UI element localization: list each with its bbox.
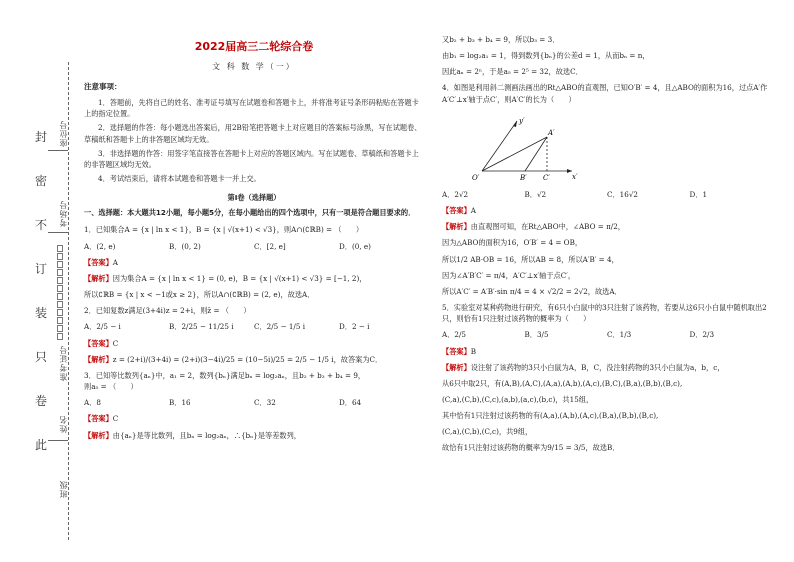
exam-title: 2022届高三二轮综合卷 [194, 40, 314, 53]
explanation-text: z = (2+i)/(3+4i) = (2+i)(3−4i)/25 = (10−5i)/25 = 2/5 − 1/5 i，故答案为C． [112, 354, 383, 364]
q3-continuation-3: 因此aₙ = 2ⁿ，于是a₅ = 2⁵ = 32，故选C． [442, 67, 583, 77]
question-3-explanation [84, 430, 424, 441]
answer-value: A [112, 257, 118, 267]
question-4-stem: 4．如图是利用斜二测画法画出的Rt△ABO的直观图，已知O′B′ = 4，且△ABO的面积为16，过点A′作A′C′⊥x′轴于点C′，则A′C′的长为（ ） [442, 83, 768, 104]
explanation-label: 【解析】 [84, 430, 113, 440]
question-5-stem: 5．实验室对某种药物进行研究，有6只小白鼠中的3只注射了该药物，若要从这6只小白鼠中随机取出2只，则恰有1只注射过该药物的概率为（ ） [442, 303, 767, 324]
question-5-explanation-6: 故恰有1只注射过该药物的概率为9/15 = 3/5，故选B． [442, 443, 620, 453]
option: D．2/3 [689, 330, 715, 340]
option: B．(0, 2) [169, 241, 201, 251]
question-4-options [442, 189, 772, 200]
answer-value: A [470, 206, 476, 216]
seal-char: 装 [35, 306, 48, 320]
option: B．3/5 [524, 330, 549, 340]
seal-char: 密 [35, 174, 48, 188]
explanation-label: 【解析】 [442, 222, 471, 232]
underline [48, 232, 68, 233]
answer-value: C [112, 414, 119, 424]
seal-char: 订 [35, 262, 48, 276]
question-3-options [84, 397, 424, 408]
question-5-options [442, 329, 772, 340]
explanation-label: 【解析】 [84, 354, 113, 364]
notice-heading: 注意事项： [84, 82, 122, 92]
option: C．16√2 [607, 189, 638, 199]
question-4-explanation-3: 所以1/2 AB·OB = 16，所以AB = 8，所以A′B′ = 4， [442, 254, 619, 264]
answer-label: 【答案】 [84, 414, 113, 424]
explanation-text: 因为集合A = {x | ln x < 1} = (0, e)，B = {x | √(x+1) < √3} = [−1, 2)， [112, 273, 367, 283]
name-label: 姓名 [59, 415, 68, 433]
question-1-stem: 1．已知集合A = {x | ln x < 1}，B = {x | √(x+1) < √3}，则A∩(∁ℝB) = （ ） [84, 225, 364, 235]
question-5-explanation-2: 从6只中取2只，有(A,B),(A,C),(A,a),(A,b),(A,c),(B,C),(B,a),(B,b),(B,c), [442, 378, 683, 388]
question-2-options [84, 321, 424, 332]
option: A．8 [84, 398, 101, 408]
question-5-explanation [442, 362, 772, 373]
option: B．√2 [524, 189, 547, 199]
option: A．2/5 − i [84, 322, 121, 332]
explanation-text: 设注射了该药物的3只小白鼠为A，B，C，没注射药物的3只小白鼠为a，b，c， [470, 362, 725, 372]
option: D．64 [339, 398, 362, 408]
seal-char: 封 [35, 130, 48, 144]
option: D．1 [689, 189, 708, 199]
explanation-text: 由直观图可知，在Rt△ABO中，∠ABO = π/2， [470, 222, 625, 232]
label-b: B′ [520, 173, 527, 182]
answer-value: B [470, 346, 477, 356]
q3-continuation-2: 由b₁ = log₂a₁ = 1，得到数列{bₙ}的公差d = 1，从而bₙ = n， [442, 51, 650, 61]
option: A．2√2 [442, 189, 469, 199]
option: A．(2, e) [84, 241, 116, 251]
notice-item: 3．非选择题的作答：用签字笔直接答在答题卡上对应的答题区域内。写在试题卷、草稿纸和答题卡上的非答题区域均无效。 [84, 148, 419, 169]
seat-number-label: 座位号 [59, 120, 68, 147]
seal-char: 不 [35, 218, 48, 232]
question-1-answer [84, 257, 424, 268]
label-a: A′ [548, 128, 555, 137]
option: C．[2, e] [254, 241, 286, 251]
seal-char: 卷 [35, 394, 48, 408]
answer-label: 【答案】 [84, 338, 113, 348]
seal-char: 此 [35, 438, 48, 452]
option: C．32 [254, 398, 276, 408]
question-5-explanation-3: (C,a),(C,b),(C,c),(a,b),(a,c),(b,c)，共15组， [442, 394, 594, 404]
option: D．(0, e) [339, 241, 371, 251]
binding-margin [0, 0, 84, 562]
underline [48, 440, 68, 441]
explanation-text: 由{aₙ}是等比数列，且bₙ = log₂aₙ，∴{bₙ}是等差数列， [112, 430, 301, 440]
notice-item: 4．考试结束后，请将本试题卷和答题卡一并上交。 [98, 174, 261, 183]
question-1-explanation-2: 所以∁ℝB = {x | x < −1或x ≥ 2}，所以A∩(∁ℝB) = (2, e)，故选A． [84, 290, 315, 300]
question-3-stem: 3．已知等比数列{aₙ}中，a₁ = 2，数列{bₙ}满足bₙ = log₂aₙ，且b₂ + b₃ + b₄ = 9， [84, 370, 366, 380]
q3-continuation-1: 又b₂ + b₃ + b₄ = 9，所以b₃ = 3． [442, 35, 560, 44]
question-3-stem-2: 则a₅ = （ ） [84, 382, 138, 392]
class-label: 班级 [59, 480, 68, 498]
segment-oa [482, 137, 547, 171]
answer-value: C [112, 338, 119, 348]
underline [48, 150, 68, 151]
y-axis [482, 121, 517, 171]
id-number-boxes [57, 245, 63, 341]
y-axis-arrow [513, 121, 517, 127]
option: C．1/3 [607, 330, 632, 340]
exam-subtitle: 文 科 数 学（一） [212, 62, 296, 72]
question-3-answer [84, 413, 424, 424]
label-c: C′ [543, 173, 550, 182]
notice-item: 2．选择题的作答：每小题选出答案后，用2B铅笔把答题卡上对应题目的答案标号涂黑，写在试题卷、草稿纸和答题卡上的非答题区域均无效。 [84, 123, 422, 144]
left-column [84, 34, 424, 446]
question-4-explanation-2: 因为△ABO的面积为16，O′B′ = 4 = OB， [442, 238, 583, 248]
label-x: x′ [572, 172, 578, 181]
question-2-explanation [84, 354, 424, 365]
question-4-explanation-4: 因为∠A′B′C′ = π/4，A′C′⊥x′轴于点C′， [442, 270, 576, 280]
question-4-explanation-5: 所以A′C′ = A′B′·sin π/4 = 4 × √2/2 = 2√2，故选A． [442, 286, 622, 296]
question-1-options [84, 241, 424, 252]
answer-label: 【答案】 [442, 346, 471, 356]
section-title: 第Ⅰ卷（选择题） [227, 193, 281, 203]
option: C．2/5 − 1/5 i [254, 322, 305, 332]
explanation-label: 【解析】 [84, 273, 113, 283]
label-o: O′ [472, 173, 480, 182]
question-1-explanation [84, 273, 424, 284]
question-5-explanation-4: 其中恰有1只注射过该药物的有(A,a),(A,b),(A,c),(B,a),(B,b),(B,c), [442, 411, 659, 421]
section-description: 一、选择题：本大题共12小题，每小题5分，在每小题给出的四个选项中，只有一项是符合题目要求的． [84, 208, 416, 218]
question-2-stem: 2．已知复数z满足(3+4i)z = 2+i，则z̄ = （ ） [84, 306, 251, 316]
notice-list [84, 97, 424, 184]
question-2-answer [84, 338, 424, 349]
option: B．16 [169, 398, 191, 408]
seal-char: 只 [35, 350, 48, 364]
question-5-answer [442, 346, 772, 357]
explanation-label: 【解析】 [442, 362, 471, 372]
notice-item: 1．答题前，先将自己的姓名、准考证号填写在试题卷和答题卡上，并将准考证号条形码粘贴在答题卡上的指定位置。 [84, 98, 419, 119]
segment-ba [525, 137, 547, 171]
answer-label: 【答案】 [442, 206, 471, 216]
option: D．2 − i [339, 322, 370, 332]
exam-room-label: 考场号 [59, 200, 68, 227]
question-4-explanation [442, 221, 772, 232]
oblique-projection-figure [462, 113, 582, 183]
option: B．2/25 − 11/25 i [169, 322, 234, 332]
question-5-explanation-5: (C,a),(C,b),(C,c)，共9组， [442, 427, 533, 437]
question-4-answer [442, 205, 772, 216]
right-column [442, 34, 772, 459]
exam-id-label: 准考证号 [59, 345, 68, 381]
label-y: y′ [519, 116, 525, 125]
option: A．2/5 [442, 330, 466, 340]
answer-label: 【答案】 [84, 257, 113, 267]
